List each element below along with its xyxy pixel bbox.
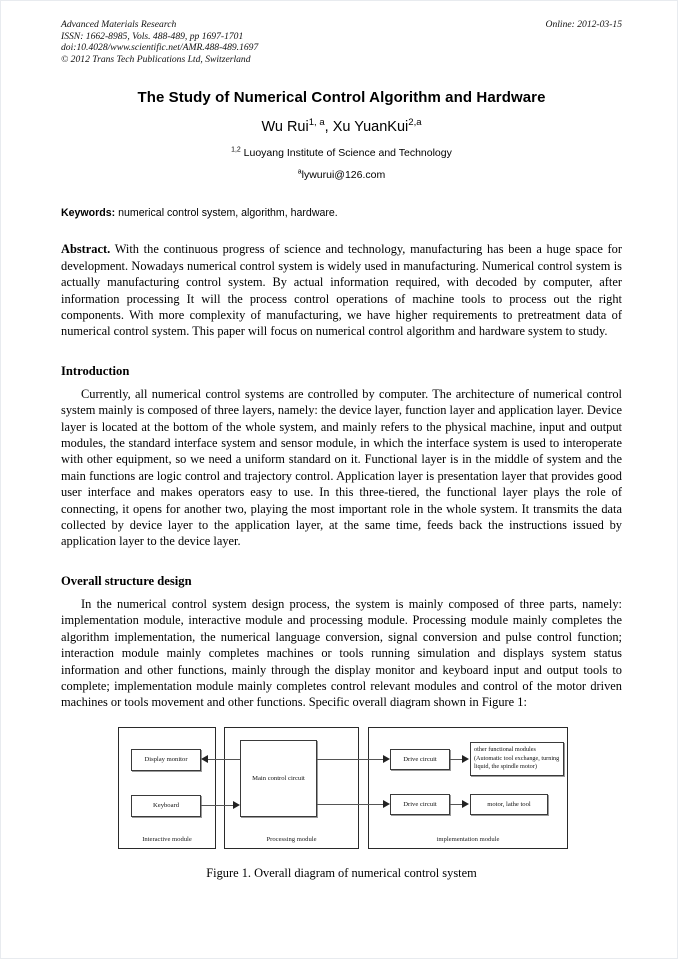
- node-display-monitor: Display monitor: [131, 749, 201, 771]
- journal-copyright-line: © 2012 Trans Tech Publications Ltd, Switzerland: [61, 53, 251, 65]
- figure-1: [61, 727, 622, 852]
- arrowhead-to-other-modules: [462, 755, 469, 763]
- keywords-value: numerical control system, algorithm, hardware.: [118, 207, 338, 220]
- author-affil-sup-2: 2,a: [408, 117, 422, 129]
- arrowhead-to-drive-circuit-bottom: [383, 800, 390, 808]
- journal-doi-line: doi:10.4028/www.scientific.net/AMR.488-489.1697: [61, 42, 259, 54]
- connector-main-control-to-drive-top: [317, 759, 383, 761]
- page-title: The Study of Numerical Control Algorithm and Hardware: [137, 89, 546, 107]
- keywords-label: Keywords:: [61, 207, 116, 220]
- page-content: [61, 19, 622, 881]
- abstract-label: Abstract.: [61, 242, 111, 257]
- group-label-processing-module: Processing module: [266, 835, 317, 843]
- abstract-text: With the continuous progress of science and technology, manufacturing has been a huge space for development. Nowadays numerical control system is widely used in manufacturing. Numerical control system is actually manufacturing control system. By actual information required, with decoded by computer, after information processing It will the process control operations of machine tools to process out the right components. With more complexity of manufacturing, we have higher requirements to pretreatment data of numerical control system. This paper will focus on numerical control algorithm and hardware system to study.: [61, 242, 622, 339]
- node-keyboard: Keyboard: [131, 795, 201, 817]
- node-drive-circuit-top: Drive circuit: [390, 749, 450, 770]
- author-list: [61, 119, 622, 135]
- node-other-functional-modules: other functional modules (Automatic tool exchange, turning liquid, the spindle motor): [470, 742, 564, 776]
- corresponding-email: [61, 169, 622, 181]
- node-main-control-circuit: Main control circuit: [240, 740, 317, 817]
- journal-issn-line: ISSN: 1662-8985, Vols. 488-489, pp 1697-1701: [61, 30, 244, 42]
- journal-running-head: [61, 19, 622, 65]
- arrowhead-to-main-control: [233, 801, 240, 809]
- section-heading-introduction: Introduction: [61, 363, 130, 378]
- email-text: lywurui@126.com: [301, 169, 386, 182]
- email-sup: a: [297, 168, 302, 176]
- section-paragraph-introduction: Currently, all numerical control systems are controlled by computer. The architecture of numerical control system mainly is composed of three layers, namely: the device layer, function layer and application layer. Device layer is located at the bottom of the whole system, and mainly refers to the physical machine, input and output modules, the standard interface system and sensor module, in which the interface system is used to interoperate with other equipment, so we need a uniform standard on it. Functional layer is in the middle of system and the main functions are logic control and trajectory control. Application layer is presentation layer that provides good user interface and makes operators easy to use. In this three-tiered, the functional layer plays the role of connecting, it opens for another two, playing the most important role in the whole system. It transmits the data collected by device layer to the application layer, at the same time, feeds back the instructions issued by application layer to the device layer.: [61, 386, 622, 549]
- online-date: Online: 2012-03-15: [545, 19, 622, 30]
- connector-main-control-to-drive-bottom: [317, 804, 383, 806]
- section-paragraph-overall-structure-design: In the numerical control system design process, the system is mainly composed of three parts, namely: implementation module, interactive module and processing module. Processing module mainly completes the algorithm implementation, the numerical language conversion, signal conversion and pulse control function; interaction module mainly completes machines or tools running simulation and displays system status information and other functions, mainly through the display monitor and keyboard input and output tools to complete; implementation module mainly completes control relevant modules and control of the motor driven machines or tools movement and other functions. Specific overall diagram shown in Figure 1:: [61, 596, 622, 710]
- abstract-block: [61, 241, 622, 339]
- author-separator: ,: [324, 119, 333, 136]
- section-heading-overall-structure-design: Overall structure design: [61, 573, 192, 588]
- node-drive-circuit-bottom: Drive circuit: [390, 794, 450, 815]
- group-interactive-module: [118, 727, 216, 849]
- node-motor-lathe-tool: motor, lathe tool: [470, 794, 548, 815]
- group-label-implementation-module: implementation module: [436, 835, 500, 843]
- affiliation: [61, 147, 622, 159]
- diagram-canvas: [118, 727, 568, 849]
- connector-keyboard-to-main-control: [201, 805, 233, 807]
- author-affil-sup-1: 1, a: [308, 117, 325, 129]
- connector-main-control-to-display: [208, 759, 240, 761]
- arrowhead-to-display-monitor: [201, 755, 208, 763]
- author-name-1: Wu Rui: [261, 119, 309, 136]
- affiliation-sup: 1,2: [231, 146, 241, 154]
- figure-caption: Figure 1. Overall diagram of numerical control system: [206, 865, 477, 880]
- arrowhead-to-motor-lathe-tool: [462, 800, 469, 808]
- arrowhead-to-drive-circuit-top: [383, 755, 390, 763]
- group-label-interactive-module: Interactive module: [142, 835, 192, 843]
- journal-name: Advanced Materials Research: [61, 19, 177, 30]
- keywords-line: [61, 207, 622, 219]
- affiliation-text: Luoyang Institute of Science and Technology: [243, 147, 452, 160]
- author-name-2: Xu YuanKui: [332, 119, 409, 136]
